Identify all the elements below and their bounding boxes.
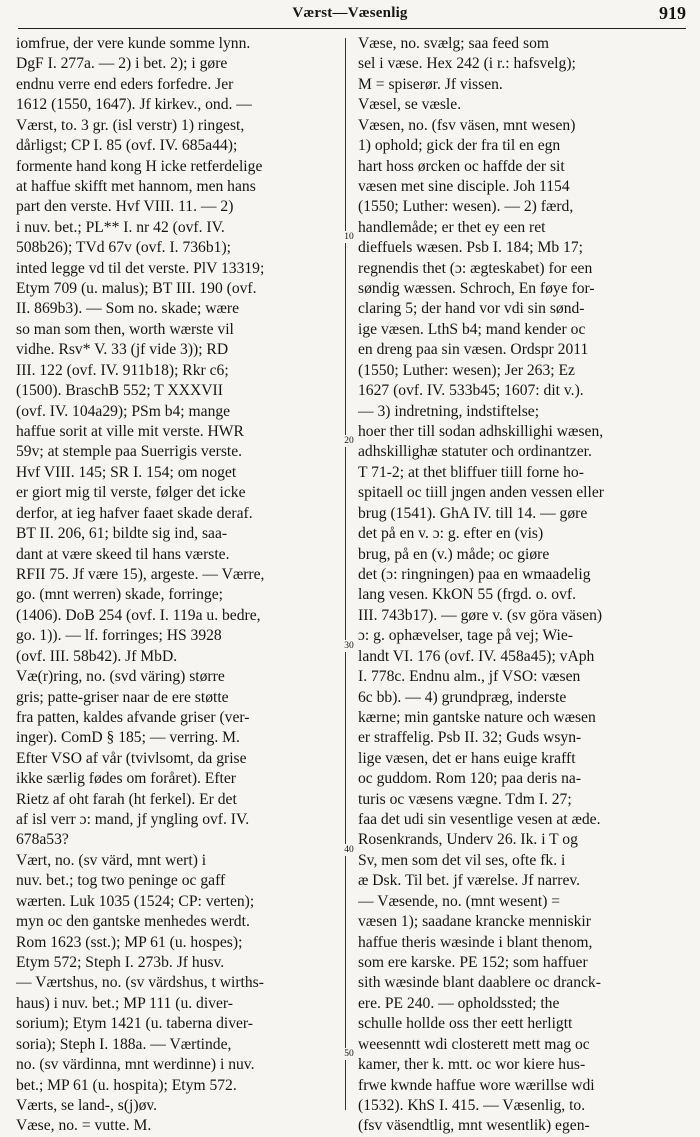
- text-line: haus) i nuv. bet.; MP 111 (u. diver-: [16, 994, 233, 1012]
- text-line: turis oc væsens vægne. Tdm I. 27;: [358, 790, 572, 808]
- line-number: 30: [341, 640, 357, 652]
- text-line: dårligst; CP I. 85 (ovf. IV. 685a44);: [16, 137, 238, 155]
- text-line: er straffelig. Psb II. 32; Guds wsyn-: [358, 729, 582, 747]
- text-line: bet.; MP 61 (u. hospita); Etym 572.: [16, 1076, 237, 1094]
- text-line: (1500). BraschB 552; T XXXVII: [16, 382, 223, 400]
- text-line: (1406). DoB 254 (ovf. I. 119a u. bedre,: [16, 606, 261, 624]
- text-line: af isl verr ɔ: mand, jf yngling ovf. IV.: [16, 811, 250, 829]
- text-line: regnendis thet (ɔ: ægteskabet) for een: [358, 259, 593, 277]
- text-line: M = spiserør. Jf vissen.: [358, 75, 503, 93]
- text-line: ige væsen. LthS b4; mand kender oc: [358, 320, 586, 338]
- text-line: nuv. bet.; tog two peninge oc gaff: [16, 872, 226, 890]
- text-line: Etym 709 (u. malus); BT III. 190 (ovf.: [16, 280, 257, 298]
- text-line: det (ɔ: ringningen) paa en wmaadelig: [358, 565, 591, 583]
- text-line: væsen 1); saadane krancke menniskir: [358, 913, 591, 931]
- text-line: dant at være skeed til hans værste.: [16, 545, 230, 563]
- text-line: ɔ: g. ophævelser, tage på vej; Wie-: [358, 627, 573, 645]
- text-line: faa det udi sin vesentlige vesen at æde.: [358, 811, 601, 829]
- text-line: søndig wæssen. Schroch, En føye for-: [358, 280, 595, 298]
- text-line: Vært, no. (sv värd, mnt wert) i: [16, 851, 207, 869]
- text-line: so man som then, worth wærste vil: [16, 320, 234, 338]
- text-line: brug (1541). GhA IV. till 14. — gøre: [358, 504, 588, 522]
- text-line: adhskillighæ statuter och ordinantzer.: [358, 443, 592, 461]
- text-line: myn oc den gantske menhedes werdt.: [16, 913, 250, 931]
- text-line: Væsen, no. (fsv väsen, mnt wesen): [358, 116, 576, 134]
- text-line: 1612 (1550, 1647). Jf kirkev., ond. —: [16, 96, 252, 114]
- text-line: BT II. 206, 61; bildte sig ind, saa-: [16, 525, 228, 543]
- text-line: T 71-2; at thet bliffuer tiill forne ho-: [358, 463, 584, 481]
- text-line: inger). ComD § 185; — verring. M.: [16, 729, 240, 747]
- text-line: part den verste. Hvf VIII. 11. — 2): [16, 198, 234, 216]
- text-line: gris; patte-griser naar de ere støtte: [16, 688, 229, 706]
- text-line: Rosenkrands, Underv 26. Ik. i T og: [358, 831, 578, 849]
- text-line: — 3) indretning, indstiftelse;: [358, 402, 540, 420]
- text-line: kærne; min gantske nature och wæsen: [358, 708, 596, 726]
- text-line: dieffuels wæsen. Psb I. 184; Mb 17;: [358, 239, 583, 257]
- text-line: landt VI. 176 (ovf. IV. 458a45); vAph: [358, 647, 595, 665]
- text-line: 59v; at stemple paa Suerrigis verste.: [16, 443, 243, 461]
- text-line: weesenntt wdi closterett mett mag oc: [358, 1035, 590, 1053]
- line-number: 40: [341, 844, 357, 856]
- page-header: [0, 2, 700, 26]
- text-line: endnu verre end eders forfedre. Jer: [16, 75, 234, 93]
- text-line: lang vesen. KkON 55 (frgd. o. ovf.: [358, 586, 576, 604]
- text-line: 1627 (ovf. IV. 533b45; 1607: dit v.).: [358, 382, 584, 400]
- text-line: (ovf. IV. 104a29); PSm b4; mange: [16, 402, 231, 420]
- text-line: hoer ther till sodan adhskillighi wæsen,: [358, 423, 604, 441]
- text-line: frwe kwnde haffue wore wærillse wdi: [358, 1076, 595, 1094]
- text-line: brug, på en (v.) måde; oc giøre: [358, 545, 550, 563]
- text-line: haffue theris wæsinde i blant thenom,: [358, 933, 593, 951]
- text-line: 508b26); TVd 67v (ovf. I. 736b1);: [16, 239, 231, 257]
- text-line: (fsv väsendtlig, mnt wesentlik) egen-: [358, 1117, 590, 1135]
- text-line: (1532). KhS I. 415. — Væsenlig, to.: [358, 1096, 586, 1114]
- text-line: (ovf. III. 58b42). Jf MbD.: [16, 647, 178, 665]
- text-line: sel i væse. Hex 242 (i r.: hafsvelg);: [358, 55, 576, 73]
- text-line: Væsel, se væsle.: [358, 96, 462, 114]
- running-head: Værst—Væsenlig: [292, 5, 408, 21]
- text-line: 1) ophold; gick der fra til en egn: [358, 137, 561, 155]
- text-line: spitaell oc tiill jngen anden vessen eller: [358, 484, 604, 502]
- text-line: Væse, no. = vutte. M.: [16, 1117, 152, 1135]
- text-line: væsen met sine disciple. Joh 1154: [358, 177, 570, 195]
- text-line: I. 778c. Endnu alm., jf VSO: væsen: [358, 668, 581, 686]
- text-line: som ere karske. PE 152; som haffuer: [358, 953, 588, 971]
- text-line: claring 5; der hand vor vdi sin sønd-: [358, 300, 585, 318]
- text-line: soria); Steph I. 188a. — Værtinde,: [16, 1035, 232, 1053]
- text-line: go. (mnt werren) skade, forringe;: [16, 586, 223, 604]
- text-line: inted legge vd til det verste. PlV 13319;: [16, 259, 265, 277]
- text-line: — Væsende, no. (mnt wesent) =: [358, 892, 561, 910]
- text-line: Værst, to. 3 gr. (isl verstr) 1) ringest,: [16, 116, 245, 134]
- text-line: ere. PE 240. — opholdssted; the: [358, 994, 560, 1012]
- line-number: 10: [341, 231, 357, 243]
- text-line: Efter VSO af vår (tvivlsomt, da grise: [16, 749, 247, 767]
- left-column: [16, 34, 348, 1137]
- text-line: Væ(r)ring, no. (svd väring) større: [16, 668, 225, 686]
- text-line: RFII 75. Jf være 15), argeste. — Værre,: [16, 565, 265, 583]
- text-line: (1550; Luther: wesen); Jer 263; Ez: [358, 361, 575, 379]
- text-line: hart hoss ørcken oc haffde der sit: [358, 157, 565, 175]
- text-line: Hvf VIII. 145; SR I. 154; om noget: [16, 463, 237, 481]
- text-line: derfor, at ieg hafver faaet skade deraf.: [16, 504, 253, 522]
- text-line: Væse, no. svælg; saa feed som: [358, 35, 550, 52]
- text-line: wærten. Luk 1035 (1524; CP: verten);: [16, 892, 255, 910]
- text-line: — Værtshus, no. (sv värdshus, t wirths-: [16, 974, 264, 992]
- text-line: Rom 1623 (sst.); MP 61 (u. hospes);: [16, 933, 243, 951]
- line-number: 50: [341, 1048, 357, 1060]
- text-line: no. (sv värdinna, mnt werdinne) i nuv.: [16, 1056, 255, 1074]
- text-line: Etym 572; Steph I. 273b. Jf husv.: [16, 953, 225, 971]
- text-line: en dreng paa sin væsen. Ordspr 2011: [358, 341, 589, 359]
- text-line: III. 743b17). — gøre v. (sv göra väsen): [358, 606, 603, 624]
- text-line: det på en v. ɔ: g. efter en (vis): [358, 525, 544, 543]
- text-line: II. 869b3). — Som no. skade; wære: [16, 300, 240, 318]
- text-line: Rietz af oht farah (ht ferkel). Er det: [16, 790, 237, 808]
- text-line: 6c bb). — 4) grundpræg, inderste: [358, 688, 567, 706]
- text-line: kamer, ther k. mtt. oc wor kiere hus-: [358, 1056, 586, 1074]
- text-line: 678a53?: [16, 831, 69, 849]
- text-line: æ Dsk. Til bet. jf værelse. Jf narrev.: [358, 872, 581, 890]
- text-line: i nuv. bet.; PL** I. nr 42 (ovf. IV.: [16, 218, 225, 236]
- text-line: sorium); Etym 1421 (u. taberna diver-: [16, 1015, 253, 1033]
- text-line: schulle hollde oss ther eett herligtt: [358, 1015, 573, 1033]
- text-line: go. 1)). — lf. forringes; HS 3928: [16, 627, 222, 645]
- text-line: Sv, men som det vil ses, ofte fk. i: [358, 851, 566, 869]
- text-line: fra patten, kaldes afvande griser (ver-: [16, 708, 250, 726]
- text-line: vidhe. Rsv* V. 33 (jf vide 3)); RD: [16, 341, 229, 359]
- text-line: III. 122 (ovf. IV. 911b18); Rkr c6;: [16, 361, 229, 379]
- text-line: oc guddom. Rom 120; paa deris na-: [358, 770, 582, 788]
- text-line: formente hand kong H icke retferdelige: [16, 157, 263, 175]
- text-line: (1550; Luther: wesen). — 2) færd,: [358, 198, 574, 216]
- line-number: 20: [341, 435, 357, 447]
- right-column: [358, 34, 690, 1137]
- text-line: ikke særlig fødes om foråret). Efter: [16, 770, 236, 788]
- text-line: lige væsen, det er hans euige krafft: [358, 749, 576, 767]
- header-rule: [18, 28, 686, 29]
- text-line: iomfrue, der vere kunde somme lynn.: [16, 35, 251, 52]
- page-number: 919: [659, 3, 686, 23]
- text-line: sith wæsinde blant daablere oc dranck-: [358, 974, 601, 992]
- text-line: at haffue skifft met hannom, men hans: [16, 177, 256, 195]
- text-line: DgF I. 277a. — 2) i bet. 2); i gøre: [16, 55, 228, 73]
- text-line: handlemåde; er thet ey een ret: [358, 218, 546, 236]
- text-line: er giort mig til verste, følger det icke: [16, 484, 246, 502]
- text-line: Værts, se land-, s(j)øv.: [16, 1096, 158, 1114]
- text-line: haffue sorit at ville mit verste. HWR: [16, 423, 244, 441]
